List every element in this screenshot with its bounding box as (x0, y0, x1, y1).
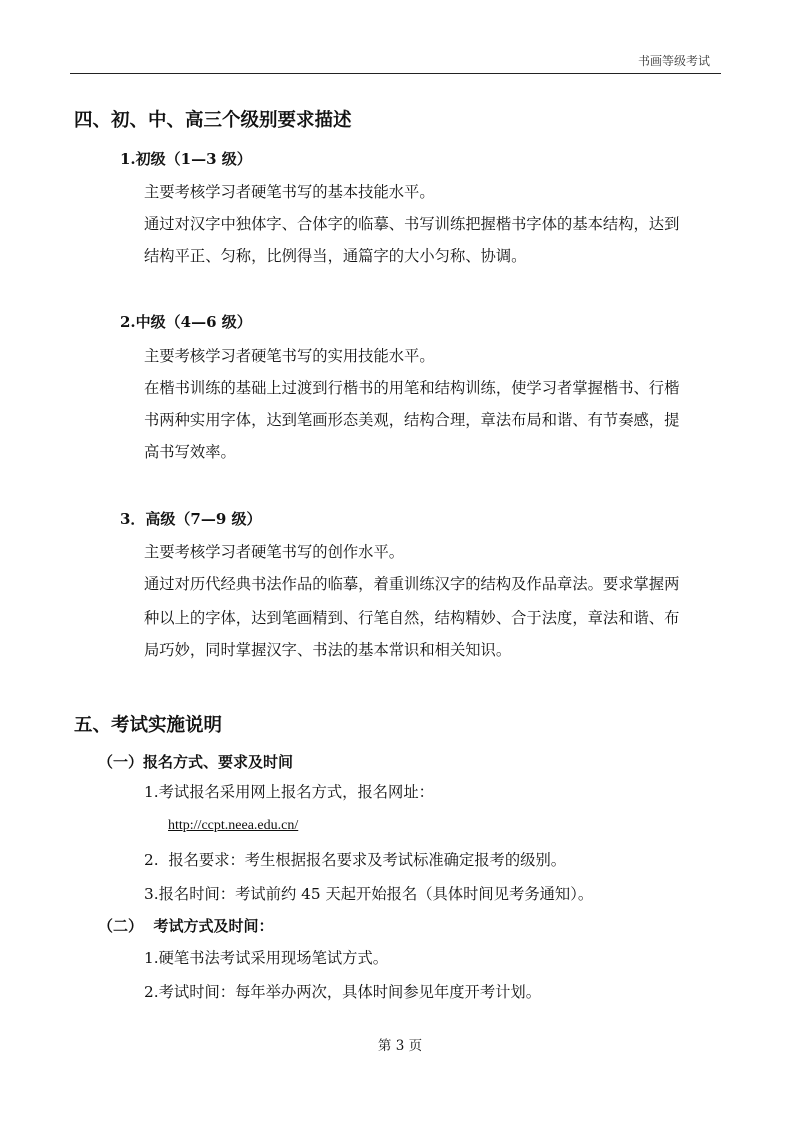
level2-line2: 在楷书训练的基础上过渡到行楷书的用笔和结构训练，使学习者掌握楷书、行楷 (144, 379, 680, 397)
level1-title: 1.初级（1—3 级） (120, 150, 252, 168)
level2-title: 2.中级（4—6 级） (120, 313, 252, 331)
level3-line3: 种以上的字体，达到笔画精到、行笔自然，结构精妙、合于法度，章法和谐、布 (144, 609, 680, 627)
sub1-item1: 1.考试报名采用网上报名方式，报名网址： (144, 783, 434, 801)
sub1-item3: 3.报名时间：考试前约 45 天起开始报名（具体时间见考务通知）。 (144, 885, 594, 903)
level3-title: 3．高级（7—9 级） (120, 510, 262, 528)
level2-line4: 高书写效率。 (144, 443, 236, 461)
section4-heading: 四、初、中、高三个级别要求描述 (74, 110, 352, 131)
level3-line1: 主要考核学习者硬笔书写的创作水平。 (144, 543, 405, 561)
level1-line1: 主要考核学习者硬笔书写的基本技能水平。 (144, 183, 435, 201)
level3-line2: 通过对历代经典书法作品的临摹，着重训练汉字的结构及作品章法。要求掌握两 (144, 575, 680, 593)
subsection1-title: （一）报名方式、要求及时间 (98, 753, 294, 771)
level2-line3: 书两种实用字体，达到笔画形态美观，结构合理，章法布局和谐、有节奏感，提 (144, 411, 680, 429)
sub2-item2: 2.考试时间：每年举办两次，具体时间参见年度开考计划。 (144, 983, 542, 1001)
level3-line4: 局巧妙，同时掌握汉字、书法的基本常识和相关知识。 (144, 641, 512, 659)
header-rule (70, 73, 721, 74)
running-header: 书画等级考试 (637, 54, 710, 68)
registration-url-link[interactable]: http://ccpt.neea.edu.cn/ (168, 818, 299, 833)
subsection2-title: （二） 考试方式及时间： (98, 917, 274, 935)
sub2-item1: 1.硬笔书法考试采用现场笔试方式。 (144, 949, 389, 967)
sub1-item2: 2. 报名要求：考生根据报名要求及考试标准确定报考的级别。 (144, 851, 567, 869)
section5-heading: 五、考试实施说明 (74, 715, 223, 736)
level2-line1: 主要考核学习者硬笔书写的实用技能水平。 (144, 347, 435, 365)
page-number: 第 3 页 (377, 1038, 423, 1054)
level1-line3: 结构平正、匀称，比例得当，通篇字的大小匀称、协调。 (144, 247, 527, 265)
level1-line2: 通过对汉字中独体字、合体字的临摹、书写训练把握楷书字体的基本结构，达到 (144, 215, 680, 233)
